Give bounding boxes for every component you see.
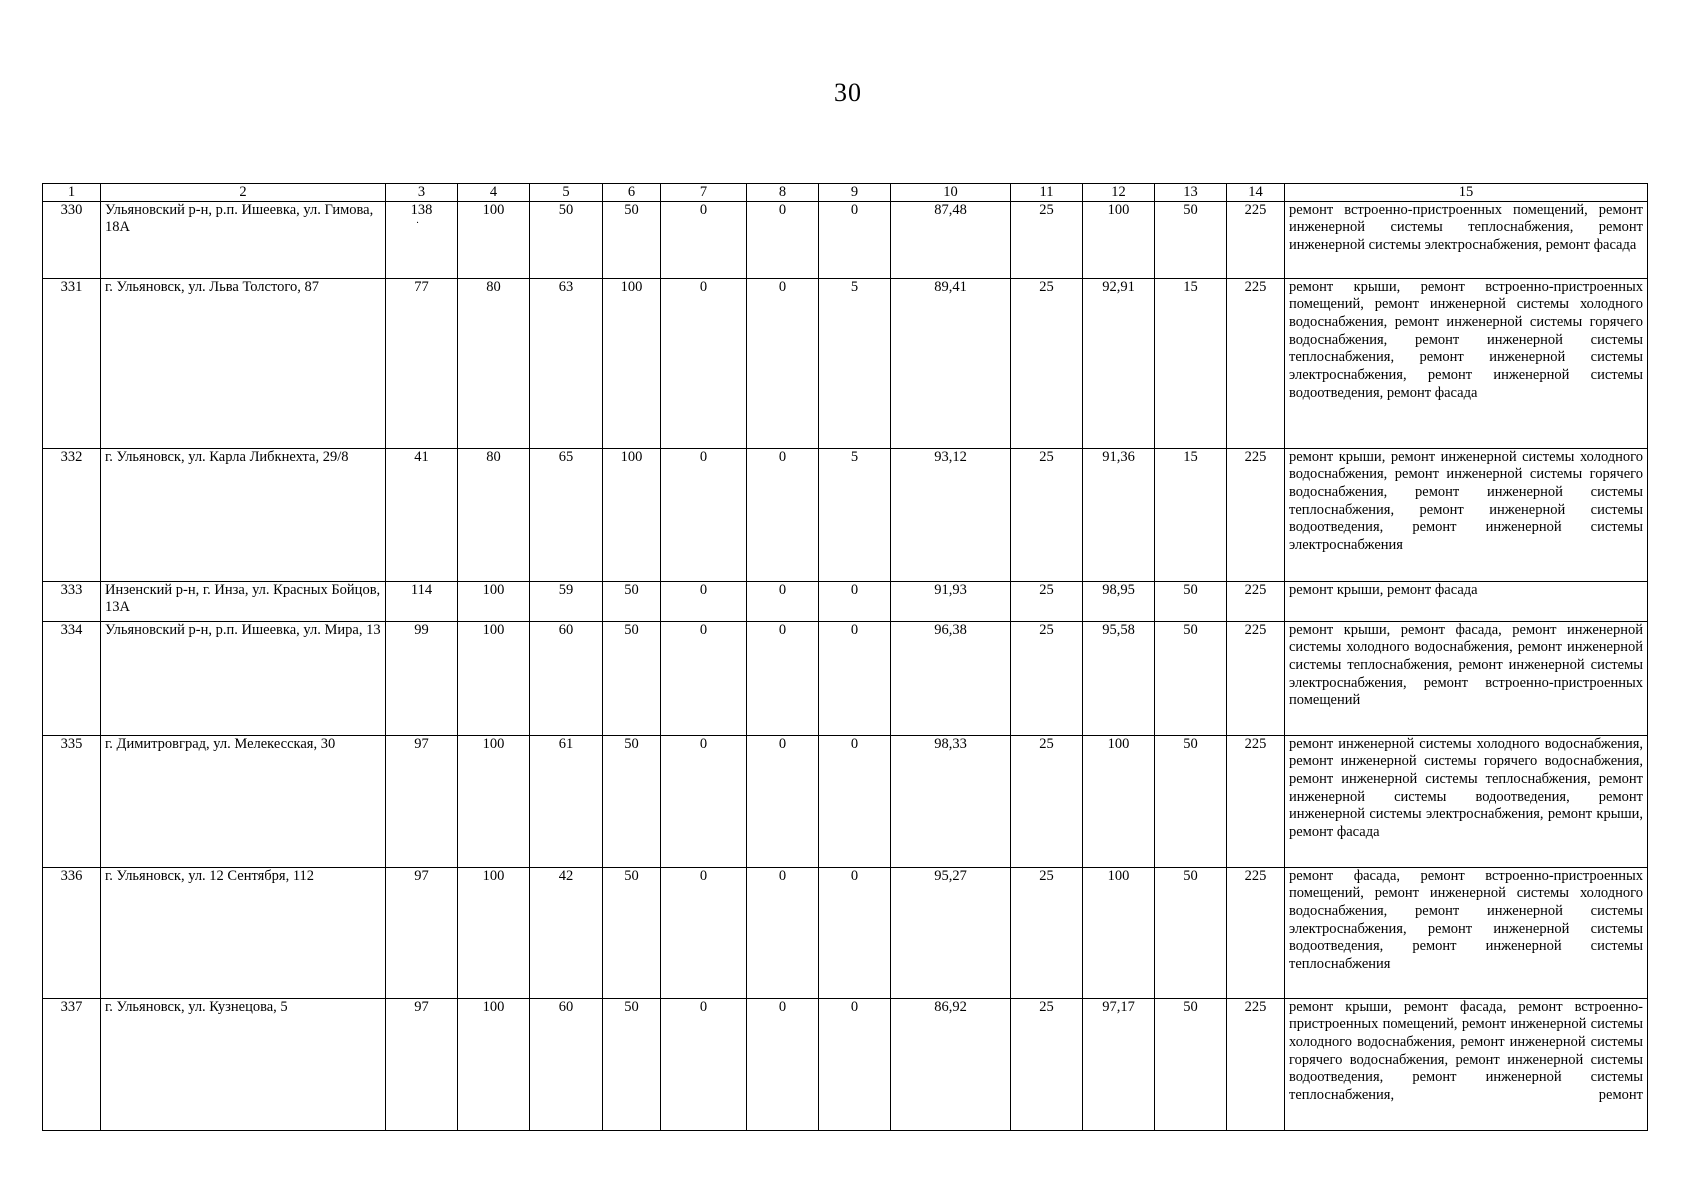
cell-col-14: 225 xyxy=(1227,201,1285,278)
cell-col-14: 225 xyxy=(1227,735,1285,867)
cell-col-3: 77 xyxy=(386,278,458,448)
cell-col-6: 50 xyxy=(603,201,661,278)
cell-col-12: 98,95 xyxy=(1083,581,1155,621)
cell-col-9: 5 xyxy=(819,448,891,581)
cell-col-3: 97 xyxy=(386,867,458,998)
register-table xyxy=(42,183,1648,1131)
cell-col-7: 0 xyxy=(661,448,747,581)
cell-col-8: 0 xyxy=(747,621,819,735)
cell-col-14: 225 xyxy=(1227,867,1285,998)
cell-col-14: 225 xyxy=(1227,998,1285,1130)
cell-col-8: 0 xyxy=(747,201,819,278)
works-cell: ремонт инженерной системы холодного водоснабжения, ремонт инженерной системы горячего водоснабжения, ремонт инженерной системы теплоснабжения, ремонт инженерной системы водоотведения, ремонт инженерной системы электроснабжения, ремонт крыши, ремонт фасада xyxy=(1285,735,1648,867)
cell-col-6: 50 xyxy=(603,998,661,1130)
column-number: 2 xyxy=(101,184,386,202)
cell-col-7: 0 xyxy=(661,867,747,998)
stray-mark: · xyxy=(415,218,420,230)
cell-col-13: 50 xyxy=(1155,867,1227,998)
table-row xyxy=(43,201,1648,278)
cell-col-3 xyxy=(386,201,458,278)
cell-col-8: 0 xyxy=(747,867,819,998)
cell-col-11: 25 xyxy=(1011,278,1083,448)
row-number: 337 xyxy=(43,998,101,1130)
cell-col-11: 25 xyxy=(1011,201,1083,278)
works-cell: ремонт крыши, ремонт фасада, ремонт инженерной системы холодного водоснабжения, ремонт инженерной системы теплоснабжения, ремонт инженерной системы электроснабжения, ремонт встроенно-пристроенных помещений xyxy=(1285,621,1648,735)
cell-col-10: 98,33 xyxy=(891,735,1011,867)
cell-col-9: 0 xyxy=(819,998,891,1130)
cell-col-4: 100 xyxy=(458,621,530,735)
column-number: 6 xyxy=(603,184,661,202)
column-number: 14 xyxy=(1227,184,1285,202)
table-row xyxy=(43,448,1648,581)
cell-col-10: 86,92 xyxy=(891,998,1011,1130)
cell-col-9: 5 xyxy=(819,278,891,448)
cell-col-10: 89,41 xyxy=(891,278,1011,448)
cell-col-5: 50 xyxy=(530,201,603,278)
cell-col-3: 41 xyxy=(386,448,458,581)
row-number: 332 xyxy=(43,448,101,581)
cell-col-9: 0 xyxy=(819,621,891,735)
cell-col-10: 95,27 xyxy=(891,867,1011,998)
cell-col-10: 93,12 xyxy=(891,448,1011,581)
column-number: 10 xyxy=(891,184,1011,202)
cell-col-5: 60 xyxy=(530,998,603,1130)
column-number: 15 xyxy=(1285,184,1648,202)
cell-col-4: 100 xyxy=(458,867,530,998)
cell-col-4: 80 xyxy=(458,278,530,448)
cell-col-5: 60 xyxy=(530,621,603,735)
column-number: 5 xyxy=(530,184,603,202)
address-cell: г. Димитровград, ул. Мелекесская, 30 xyxy=(101,735,386,867)
address-cell: Ульяновский р-н, р.п. Ишеевка, ул. Гимова, 18А xyxy=(101,201,386,278)
column-number: 13 xyxy=(1155,184,1227,202)
works-cell: ремонт крыши, ремонт встроенно-пристроенных помещений, ремонт инженерной системы холодного водоснабжения, ремонт инженерной системы горячего водоснабжения, ремонт инженерной системы теплоснабжения, ремонт инженерной системы электроснабжения, ремонт инженерной системы водоотведения, ремонт фасада xyxy=(1285,278,1648,448)
cell-col-13: 50 xyxy=(1155,735,1227,867)
column-number: 7 xyxy=(661,184,747,202)
works-cell: ремонт крыши, ремонт фасада xyxy=(1285,581,1648,621)
cell-col-9: 0 xyxy=(819,201,891,278)
column-number: 1 xyxy=(43,184,101,202)
cell-col-3: 99 xyxy=(386,621,458,735)
cell-col-13: 50 xyxy=(1155,201,1227,278)
cell-col-6: 100 xyxy=(603,448,661,581)
row-number: 335 xyxy=(43,735,101,867)
address-cell: г. Ульяновск, ул. Карла Либкнехта, 29/8 xyxy=(101,448,386,581)
cell-col-14: 225 xyxy=(1227,278,1285,448)
table-row xyxy=(43,621,1648,735)
column-number-row xyxy=(43,184,1648,202)
cell-col-3: 114 xyxy=(386,581,458,621)
cell-col-9: 0 xyxy=(819,735,891,867)
cell-col-4: 100 xyxy=(458,581,530,621)
cell-col-13: 15 xyxy=(1155,448,1227,581)
column-number: 11 xyxy=(1011,184,1083,202)
address-cell: Инзенский р-н, г. Инза, ул. Красных Бойцов, 13А xyxy=(101,581,386,621)
cell-col-7: 0 xyxy=(661,735,747,867)
column-number: 9 xyxy=(819,184,891,202)
cell-col-8: 0 xyxy=(747,581,819,621)
cell-col-13: 50 xyxy=(1155,581,1227,621)
cell-col-6: 50 xyxy=(603,735,661,867)
cell-col-12: 100 xyxy=(1083,867,1155,998)
cell-col-12: 95,58 xyxy=(1083,621,1155,735)
cell-col-11: 25 xyxy=(1011,998,1083,1130)
cell-col-9: 0 xyxy=(819,581,891,621)
row-number: 331 xyxy=(43,278,101,448)
table-row xyxy=(43,735,1648,867)
cell-col-11: 25 xyxy=(1011,581,1083,621)
cell-col-9: 0 xyxy=(819,867,891,998)
column-number: 4 xyxy=(458,184,530,202)
row-number: 330 xyxy=(43,201,101,278)
cell-col-13: 50 xyxy=(1155,998,1227,1130)
address-cell: г. Ульяновск, ул. 12 Сентября, 112 xyxy=(101,867,386,998)
column-number: 12 xyxy=(1083,184,1155,202)
address-cell: Ульяновский р-н, р.п. Ишеевка, ул. Мира, 13 xyxy=(101,621,386,735)
cell-col-10: 91,93 xyxy=(891,581,1011,621)
cell-col-6: 50 xyxy=(603,621,661,735)
cell-col-11: 25 xyxy=(1011,735,1083,867)
address-cell: г. Ульяновск, ул. Льва Толстого, 87 xyxy=(101,278,386,448)
cell-col-3: 97 xyxy=(386,998,458,1130)
cell-col-4: 100 xyxy=(458,998,530,1130)
works-cell: ремонт встроенно-пристроенных помещений, ремонт инженерной системы теплоснабжения, ремонт инженерной системы электроснабжения, ремонт фасада xyxy=(1285,201,1648,278)
works-cell: ремонт крыши, ремонт инженерной системы холодного водоснабжения, ремонт инженерной системы горячего водоснабжения, ремонт инженерной системы теплоснабжения, ремонт инженерной системы водоотведения, ремонт инженерной системы электроснабжения xyxy=(1285,448,1648,581)
cell-col-8: 0 xyxy=(747,735,819,867)
cell-col-8: 0 xyxy=(747,998,819,1130)
cell-col-11: 25 xyxy=(1011,621,1083,735)
cell-col-12: 91,36 xyxy=(1083,448,1155,581)
cell-col-4: 100 xyxy=(458,735,530,867)
row-number: 334 xyxy=(43,621,101,735)
cell-col-10: 87,48 xyxy=(891,201,1011,278)
cell-col-5: 42 xyxy=(530,867,603,998)
cell-col-5: 59 xyxy=(530,581,603,621)
cell-col-7: 0 xyxy=(661,278,747,448)
cell-col-7: 0 xyxy=(661,621,747,735)
cell-col-8: 0 xyxy=(747,448,819,581)
cell-col-7: 0 xyxy=(661,998,747,1130)
cell-col-14: 225 xyxy=(1227,621,1285,735)
cell-col-4: 100 xyxy=(458,201,530,278)
cell-col-12: 100 xyxy=(1083,201,1155,278)
row-number: 336 xyxy=(43,867,101,998)
table-row xyxy=(43,867,1648,998)
cell-col-13: 15 xyxy=(1155,278,1227,448)
page-number: 30 xyxy=(834,78,862,107)
cell-col-4: 80 xyxy=(458,448,530,581)
column-number: 8 xyxy=(747,184,819,202)
cell-col-6: 100 xyxy=(603,278,661,448)
table-row xyxy=(43,278,1648,448)
column-number: 3 xyxy=(386,184,458,202)
cell-col-6: 50 xyxy=(603,581,661,621)
cell-col-11: 25 xyxy=(1011,867,1083,998)
works-cell: ремонт фасада, ремонт встроенно-пристроенных помещений, ремонт инженерной системы холодного водоснабжения, ремонт инженерной системы электроснабжения, ремонт инженерной системы водоотведения, ремонт инженерной системы теплоснабжения xyxy=(1285,867,1648,998)
cell-col-12: 92,91 xyxy=(1083,278,1155,448)
cell-col-7: 0 xyxy=(661,201,747,278)
works-cell: ремонт крыши, ремонт фасада, ремонт встроенно-пристроенных помещений, ремонт инженерной системы холодного водоснабжения, ремонт инженерной системы горячего водоснабжения, ремонт инженерной системы водоотведения, ремонт инженерной системы теплоснабжения, ремонт xyxy=(1285,998,1648,1130)
table-row xyxy=(43,581,1648,621)
cell-col-5: 61 xyxy=(530,735,603,867)
cell-col-6: 50 xyxy=(603,867,661,998)
cell-col-8: 0 xyxy=(747,278,819,448)
cell-col-7: 0 xyxy=(661,581,747,621)
cell-value: 138 xyxy=(410,201,433,218)
cell-col-13: 50 xyxy=(1155,621,1227,735)
cell-col-12: 100 xyxy=(1083,735,1155,867)
address-cell: г. Ульяновск, ул. Кузнецова, 5 xyxy=(101,998,386,1130)
row-number: 333 xyxy=(43,581,101,621)
cell-col-5: 65 xyxy=(530,448,603,581)
cell-col-10: 96,38 xyxy=(891,621,1011,735)
cell-col-14: 225 xyxy=(1227,581,1285,621)
cell-col-11: 25 xyxy=(1011,448,1083,581)
cell-col-3: 97 xyxy=(386,735,458,867)
table-row xyxy=(43,998,1648,1130)
cell-col-12: 97,17 xyxy=(1083,998,1155,1130)
cell-col-14: 225 xyxy=(1227,448,1285,581)
cell-col-5: 63 xyxy=(530,278,603,448)
